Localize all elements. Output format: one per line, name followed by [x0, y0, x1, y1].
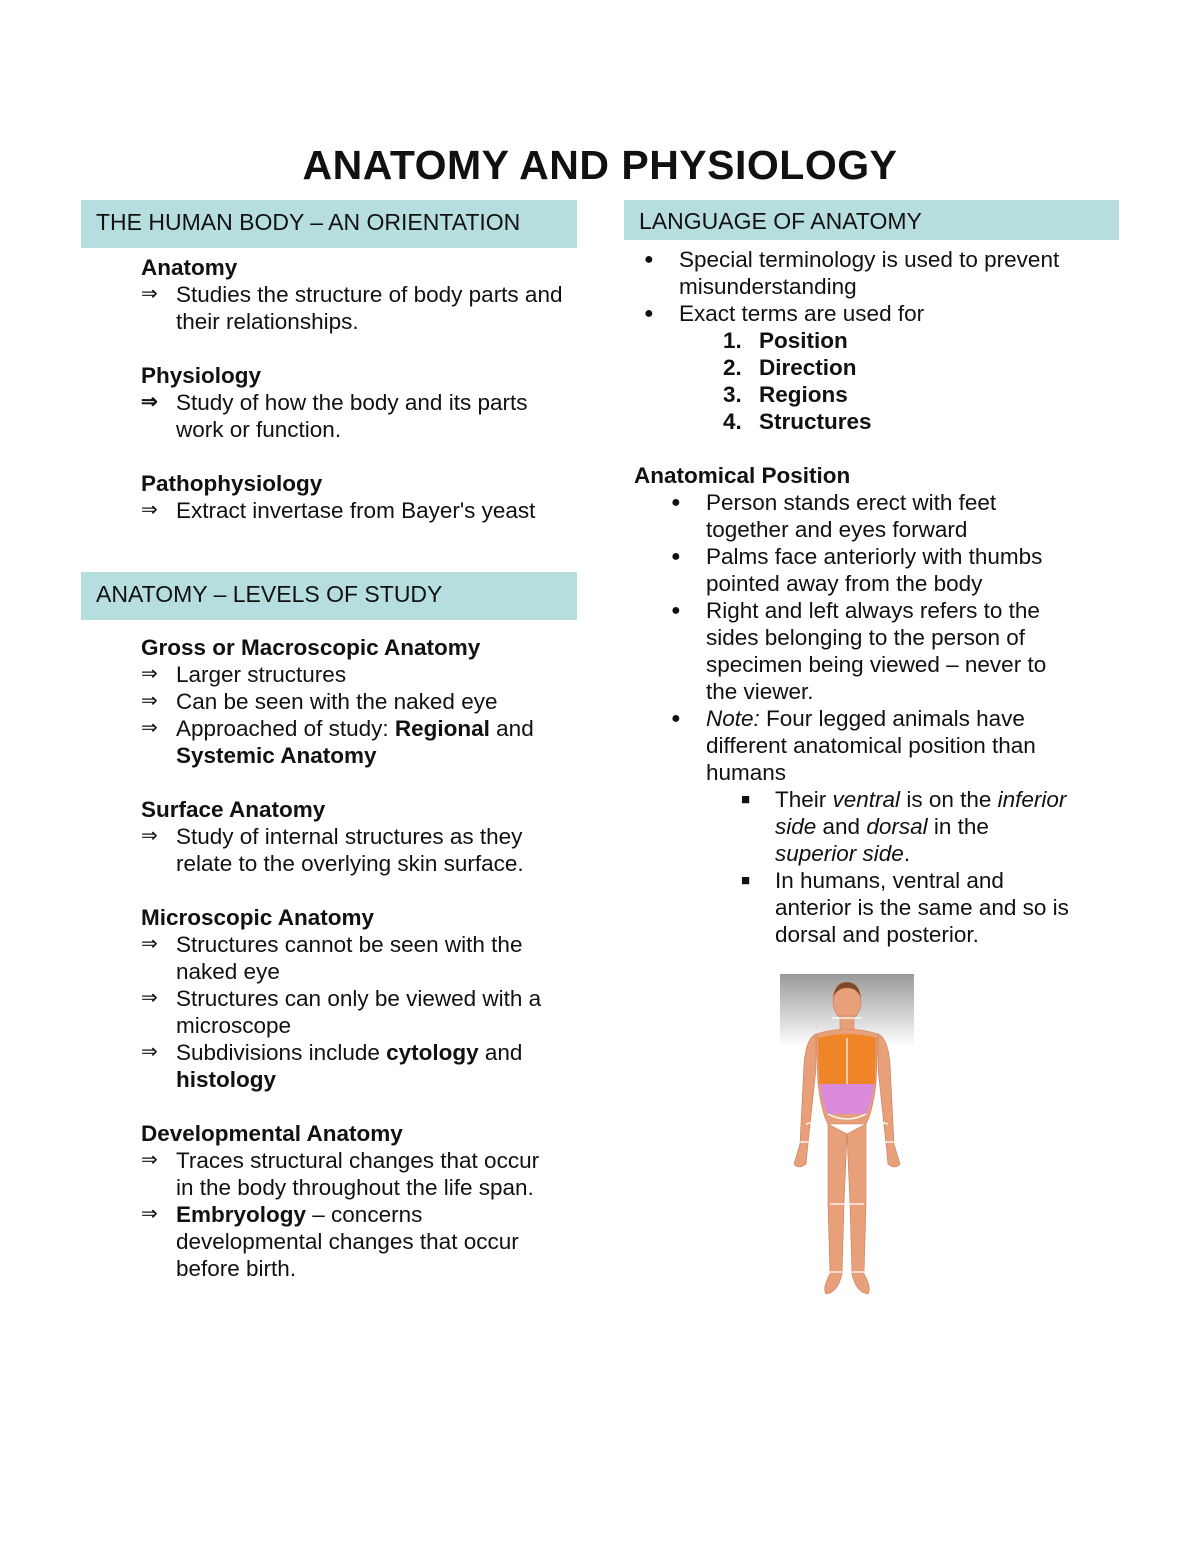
bullet-icon: ● [671, 494, 681, 511]
list-item: ■ Their ventral is on the inferior side and dorsal in the superior side. [741, 787, 1067, 866]
bullet-icon: ● [644, 305, 654, 322]
list-item: ⇒ Structures cannot be seen with the naked eye [141, 932, 523, 984]
language-content [634, 246, 1074, 948]
list-item: 1. Position [723, 328, 848, 353]
list-item: ⇒ Embryology – concerns developmental changes that occur before birth. [141, 1202, 519, 1281]
list-item: ⇒ Structures can only be viewed with a microscope [141, 986, 542, 1038]
quadruped-sublist [634, 786, 1074, 948]
arrow-icon: ⇒ [141, 283, 158, 305]
list-item: ■ In humans, ventral and anterior is the same and so is dorsal and posterior. [741, 868, 1069, 947]
language-bullets [634, 246, 1074, 327]
list-item: 2. Direction [723, 355, 857, 380]
arrow-icon: ⇒ [141, 933, 158, 955]
bullet-icon: ● [671, 710, 681, 727]
list-item: ⇒ Study of internal structures as they relate to the overlying skin surface. [141, 824, 524, 876]
arrow-icon: ⇒ [141, 663, 158, 685]
term-physiology: Physiology [141, 363, 262, 388]
list-item: ● Note: Four legged animals have different anatomical position than humans [671, 706, 1036, 785]
list-item: ● Right and left always refers to the sides belonging to the person of specimen being viewed – never to the viewer. [671, 598, 1047, 704]
arrow-icon: ⇒ [141, 717, 158, 739]
developmental-list [106, 1147, 561, 1282]
arrow-icon: ⇒ [141, 825, 158, 847]
exact-terms-list [634, 327, 1074, 435]
list-item: ⇒ Study of how the body and its parts work or function. [141, 390, 528, 442]
bullet-icon: ● [644, 251, 654, 268]
list-item: ● Special terminology is used to prevent misunderstanding [644, 247, 1060, 299]
term-microscopic-anatomy: Microscopic Anatomy [141, 905, 374, 930]
list-item: 4. Structures [723, 409, 872, 434]
bullet-icon: ● [671, 602, 681, 619]
surface-list [106, 823, 561, 877]
micro-list [106, 931, 561, 1093]
anatomy-list [0, 281, 571, 335]
list-item: ⇒ Approached of study: Regional and Systemic Anatomy [141, 716, 534, 768]
gross-list [106, 661, 561, 769]
section-header-language: LANGUAGE OF ANATOMY [624, 200, 1119, 240]
square-bullet-icon: ■ [741, 872, 751, 889]
arrow-icon: ⇒ [141, 1203, 158, 1225]
term-developmental-anatomy: Developmental Anatomy [141, 1121, 403, 1146]
term-anatomical-position: Anatomical Position [634, 463, 851, 488]
list-item: ⇒ Studies the structure of body parts and their relationships. [141, 282, 563, 334]
term-gross-anatomy: Gross or Macroscopic Anatomy [141, 635, 481, 660]
term-surface-anatomy: Surface Anatomy [141, 797, 326, 822]
list-item: ⇒ Extract invertase from Bayer's yeast [141, 498, 536, 523]
list-item: ● Exact terms are used for [644, 301, 925, 326]
section-header-orientation: THE HUMAN BODY – AN ORIENTATION [81, 200, 577, 248]
section-header-levels: ANATOMY – LEVELS OF STUDY [81, 572, 577, 620]
arrow-icon: ⇒ [141, 690, 158, 712]
list-item: ⇒ Can be seen with the naked eye [141, 689, 498, 714]
arrow-icon: ⇒ [141, 987, 158, 1009]
list-item: ● Palms face anteriorly with thumbs pointed away from the body [671, 544, 1043, 596]
orientation-content [141, 254, 571, 524]
arrow-icon: ⇒ [141, 499, 158, 521]
pathophysiology-list [0, 497, 571, 524]
bullet-icon: ● [671, 548, 681, 565]
square-bullet-icon: ■ [741, 791, 751, 808]
arrow-icon: ⇒ [141, 1149, 158, 1171]
arrow-icon: ⇒ [141, 391, 158, 413]
arrow-icon: ⇒ [141, 1041, 158, 1063]
physiology-list [0, 389, 571, 443]
levels-content [141, 634, 561, 1282]
list-item: ⇒ Subdivisions include cytology and histology [141, 1040, 523, 1092]
list-item: ⇒ Traces structural changes that occur in the body throughout the life span. [141, 1148, 540, 1200]
list-item: ⇒ Larger structures [141, 662, 347, 687]
page-title: ANATOMY AND PHYSIOLOGY [302, 142, 898, 188]
anatomical-position-figure [780, 974, 914, 1304]
term-pathophysiology: Pathophysiology [141, 471, 323, 496]
list-item: ● Person stands erect with feet together and eyes forward [671, 490, 997, 542]
term-anatomy: Anatomy [141, 255, 238, 280]
list-item: 3. Regions [723, 382, 848, 407]
anatomical-position-list [634, 489, 1074, 786]
